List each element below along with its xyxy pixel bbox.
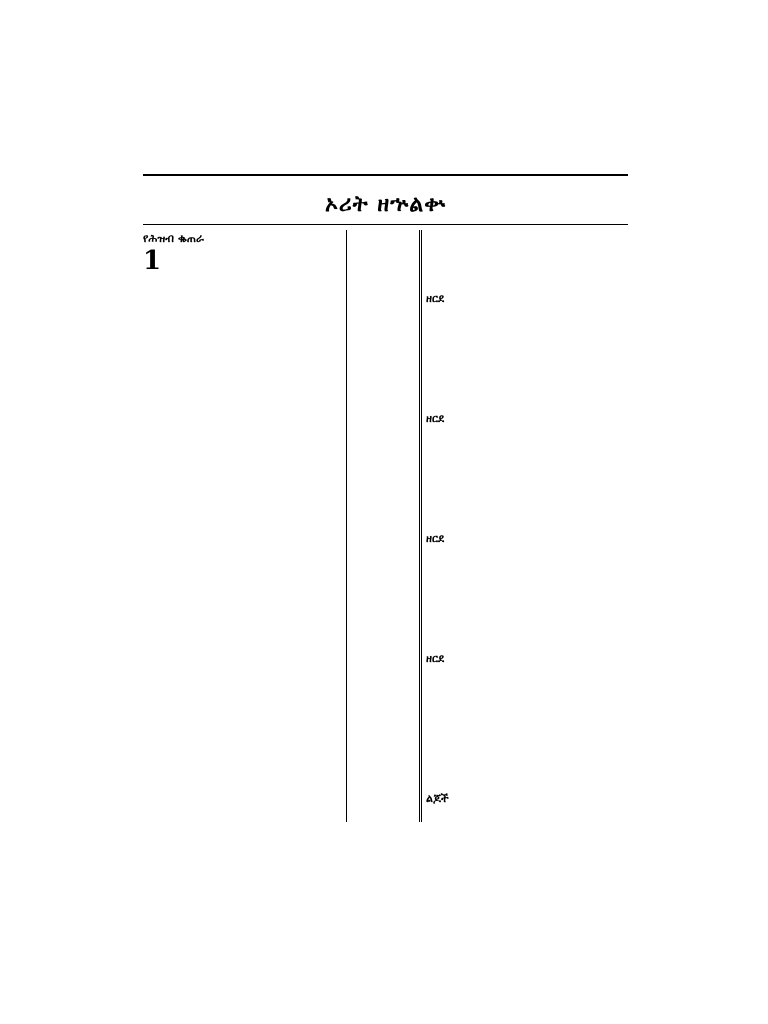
left-text-column (143, 232, 343, 822)
title-rule (143, 224, 628, 225)
column-divider-left (346, 230, 347, 822)
section-label: ዘርደ (426, 652, 445, 665)
right-text-column (426, 232, 628, 822)
section-heading: የሕዝብ ቈጠራ (143, 232, 204, 245)
column-divider-right (419, 230, 420, 822)
column-divider-right-double (421, 230, 422, 822)
section-label: ልጆች (426, 792, 449, 805)
cross-reference-column (349, 232, 414, 822)
section-label: ዘርደ (426, 532, 445, 545)
header-rule (143, 174, 628, 176)
section-label: ዘርደ (426, 412, 445, 425)
section-label: ዘርደ (426, 292, 445, 305)
chapter-number: 1 (143, 246, 162, 276)
book-title: ኦሪት ዘኍልቍ (324, 192, 447, 217)
